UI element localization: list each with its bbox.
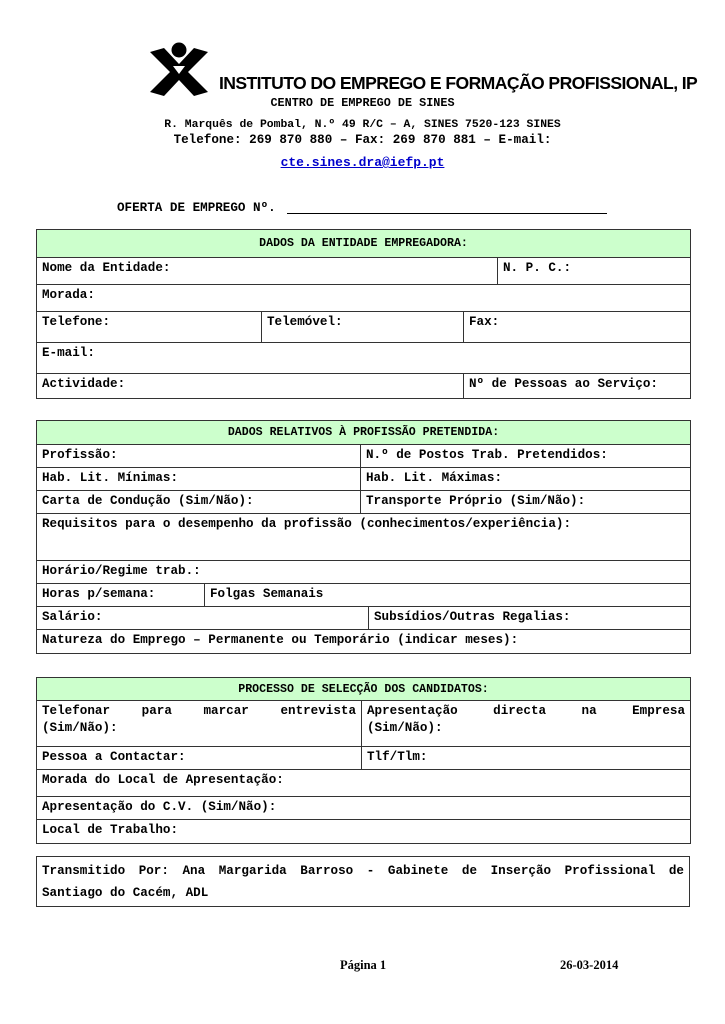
phone-field[interactable]: Telefone: <box>37 312 262 343</box>
profession-table <box>36 420 691 654</box>
entity-email-field[interactable]: E-mail: <box>37 343 691 374</box>
offer-number-field[interactable] <box>287 213 607 214</box>
schedule-field[interactable]: Horário/Regime trab.: <box>37 561 691 584</box>
employment-nature-field[interactable]: Natureza do Emprego – Permanente ou Temporário (indicar meses): <box>37 630 691 654</box>
cv-presentation-field[interactable]: Apresentação do C.V. (Sim/Não): <box>37 797 691 820</box>
offer-number-label: OFERTA DE EMPREGO Nº. <box>117 201 276 215</box>
presentation-address-field[interactable]: Morada do Local de Apresentação: <box>37 770 691 797</box>
profession-field[interactable]: Profissão: <box>37 445 361 468</box>
own-transport-field[interactable]: Transporte Próprio (Sim/Não): <box>361 491 691 514</box>
centre-address: R. Marquês de Pombal, N.º 49 R/C – A, SINES 7520-123 SINES <box>164 119 561 131</box>
entity-table <box>36 229 691 399</box>
direct-presentation-field[interactable] <box>362 701 691 747</box>
activity-field[interactable]: Actividade: <box>37 374 464 399</box>
call-interview-yesno: (Sim/Não): <box>42 721 118 735</box>
centre-name: CENTRO DE EMPREGO DE SINES <box>270 96 455 110</box>
mobile-field[interactable]: Telemóvel: <box>262 312 464 343</box>
selection-table <box>36 677 691 844</box>
driving-license-field[interactable]: Carta de Condução (Sim/Não): <box>37 491 361 514</box>
requirements-field[interactable]: Requisitos para o desempenho da profissão (conhecimentos/experiência): <box>37 514 691 561</box>
profession-heading: DADOS RELATIVOS À PROFISSÃO PRETENDIDA: <box>37 421 691 445</box>
transmitted-table <box>36 856 690 907</box>
min-qualifications-field[interactable]: Hab. Lit. Mínimas: <box>37 468 361 491</box>
email-link[interactable]: cte.sines.dra@iefp.pt <box>280 155 445 170</box>
max-qualifications-field[interactable]: Hab. Lit. Máximas: <box>361 468 691 491</box>
contact-phone-field[interactable]: Tlf/Tlm: <box>362 747 691 770</box>
benefits-field[interactable]: Subsídios/Outras Regalias: <box>369 607 691 630</box>
direct-presentation-yesno: (Sim/Não): <box>367 721 443 735</box>
entity-name-field[interactable]: Nome da Entidade: <box>37 258 498 285</box>
transmitted-line-1: Transmitido Por: Ana Margarida Barroso - Gabinete de Inserção Profissional de <box>42 864 684 878</box>
posts-field[interactable]: N.º de Postos Trab. Pretendidos: <box>361 445 691 468</box>
staff-count-field[interactable]: Nº de Pessoas ao Serviço: <box>464 374 691 399</box>
direct-presentation-label: Apresentação directa na Empresa <box>367 704 685 718</box>
contact-person-field[interactable]: Pessoa a Contactar: <box>37 747 362 770</box>
selection-heading: PROCESSO DE SELECÇÃO DOS CANDIDATOS: <box>37 678 691 701</box>
fax-field[interactable]: Fax: <box>464 312 691 343</box>
transmitted-by <box>37 857 690 907</box>
address-field[interactable]: Morada: <box>37 285 691 312</box>
entity-heading: DADOS DA ENTIDADE EMPREGADORA: <box>37 230 691 258</box>
organization-name: INSTITUTO DO EMPREGO E FORMAÇÃO PROFISSIONAL, IP <box>219 73 698 93</box>
npc-field[interactable]: N. P. C.: <box>498 258 691 285</box>
transmitted-line-2: Santiago do Cacém, ADL <box>42 886 209 900</box>
salary-field[interactable]: Salário: <box>37 607 369 630</box>
days-off-field[interactable]: Folgas Semanais <box>205 584 691 607</box>
call-interview-label: Telefonar para marcar entrevista <box>42 704 357 718</box>
centre-phones: Telefone: 269 870 880 – Fax: 269 870 881 – E-mail: <box>173 133 552 147</box>
iefp-logo-icon <box>146 42 212 96</box>
workplace-field[interactable]: Local de Trabalho: <box>37 820 691 844</box>
document-date: 26-03-2014 <box>560 958 619 972</box>
page-number: Página 1 <box>340 958 387 972</box>
call-interview-field[interactable] <box>37 701 362 747</box>
weekly-hours-field[interactable]: Horas p/semana: <box>37 584 205 607</box>
